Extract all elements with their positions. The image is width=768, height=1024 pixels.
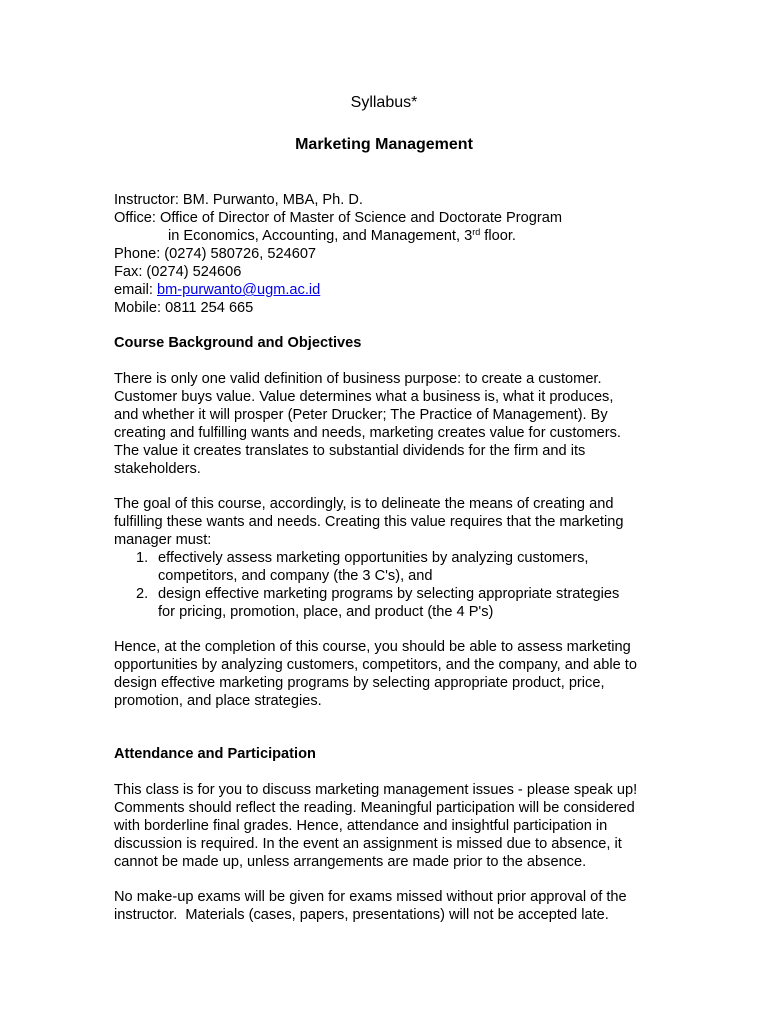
paragraph-line: stakeholders. — [114, 461, 201, 477]
paragraph-line: Comments should reflect the reading. Meaningful participation will be considered — [114, 800, 635, 816]
instructor-line: Instructor: BM. Purwanto, MBA, Ph. D. — [114, 192, 363, 208]
paragraph-line: The value it creates translates to substantial dividends for the firm and its — [114, 443, 586, 459]
mobile-line: Mobile: 0811 254 665 — [114, 300, 254, 316]
paragraph-line: with borderline final grades. Hence, attendance and insightful participation in — [114, 818, 608, 834]
list-item-line: effectively assess marketing opportunities by analyzing customers, — [158, 550, 589, 566]
paragraph-line: This class is for you to discuss marketing management issues - please speak up! — [114, 782, 638, 798]
paragraph-line: creating and fulfilling wants and needs, marketing creates value for customers. — [114, 425, 621, 441]
paragraph-line: promotion, and place strategies. — [114, 693, 322, 709]
paragraph-line: design effective marketing programs by selecting appropriate product, price, — [114, 675, 605, 691]
section-heading-background: Course Background and Objectives — [114, 335, 362, 351]
paragraph-line: Customer buys value. Value determines what a business is, what it produces, — [114, 389, 614, 405]
section-heading-attendance: Attendance and Participation — [114, 746, 316, 762]
list-item-line: design effective marketing programs by selecting appropriate strategies — [158, 586, 620, 602]
paragraph-line: manager must: — [114, 532, 212, 548]
list-number: 1. — [136, 550, 149, 566]
office-line-2-text: in Economics, Accounting, and Management, 3 — [168, 228, 473, 244]
list-item-line: competitors, and company (the 3 C's), and — [158, 568, 433, 584]
paragraph-line: instructor. Materials (cases, papers, presentations) will not be accepted late. — [114, 907, 609, 923]
fax-line: Fax: (0274) 524606 — [114, 264, 242, 280]
list-item-line: for pricing, promotion, place, and product (the 4 P's) — [158, 604, 494, 620]
paragraph-line: discussion is required. In the event an assignment is missed due to absence, it — [114, 836, 622, 852]
paragraph-line: Hence, at the completion of this course, you should be able to assess marketing — [114, 639, 631, 655]
email-label: email: — [114, 282, 157, 298]
paragraph-line: There is only one valid definition of business purpose: to create a customer. — [114, 371, 602, 387]
list-number: 2. — [136, 586, 149, 602]
office-line-2 — [168, 228, 516, 246]
email-link[interactable]: bm-purwanto@ugm.ac.id — [156, 282, 321, 298]
email-line — [114, 282, 320, 300]
course-title: Marketing Management — [295, 136, 473, 153]
paragraph-line: cannot be made up, unless arrangements are made prior to the absence. — [114, 854, 587, 870]
paragraph-line: and whether it will prosper (Peter Drucker; The Practice of Management). By — [114, 407, 608, 423]
floor-ordinal: rd — [472, 227, 481, 237]
paragraph-line: The goal of this course, accordingly, is to delineate the means of creating and — [114, 496, 614, 512]
paragraph-line: opportunities by analyzing customers, competitors, and the company, and able to — [114, 657, 637, 673]
phone-line: Phone: (0274) 580726, 524607 — [114, 246, 317, 262]
paragraph-line: No make-up exams will be given for exams missed without prior approval of the — [114, 889, 627, 905]
syllabus-label: Syllabus* — [350, 94, 418, 111]
office-line-2-end: floor. — [480, 228, 516, 244]
paragraph-line: fulfilling these wants and needs. Creating this value requires that the marketing — [114, 514, 624, 530]
office-line-1: Office: Office of Director of Master of Science and Doctorate Program — [114, 210, 563, 226]
